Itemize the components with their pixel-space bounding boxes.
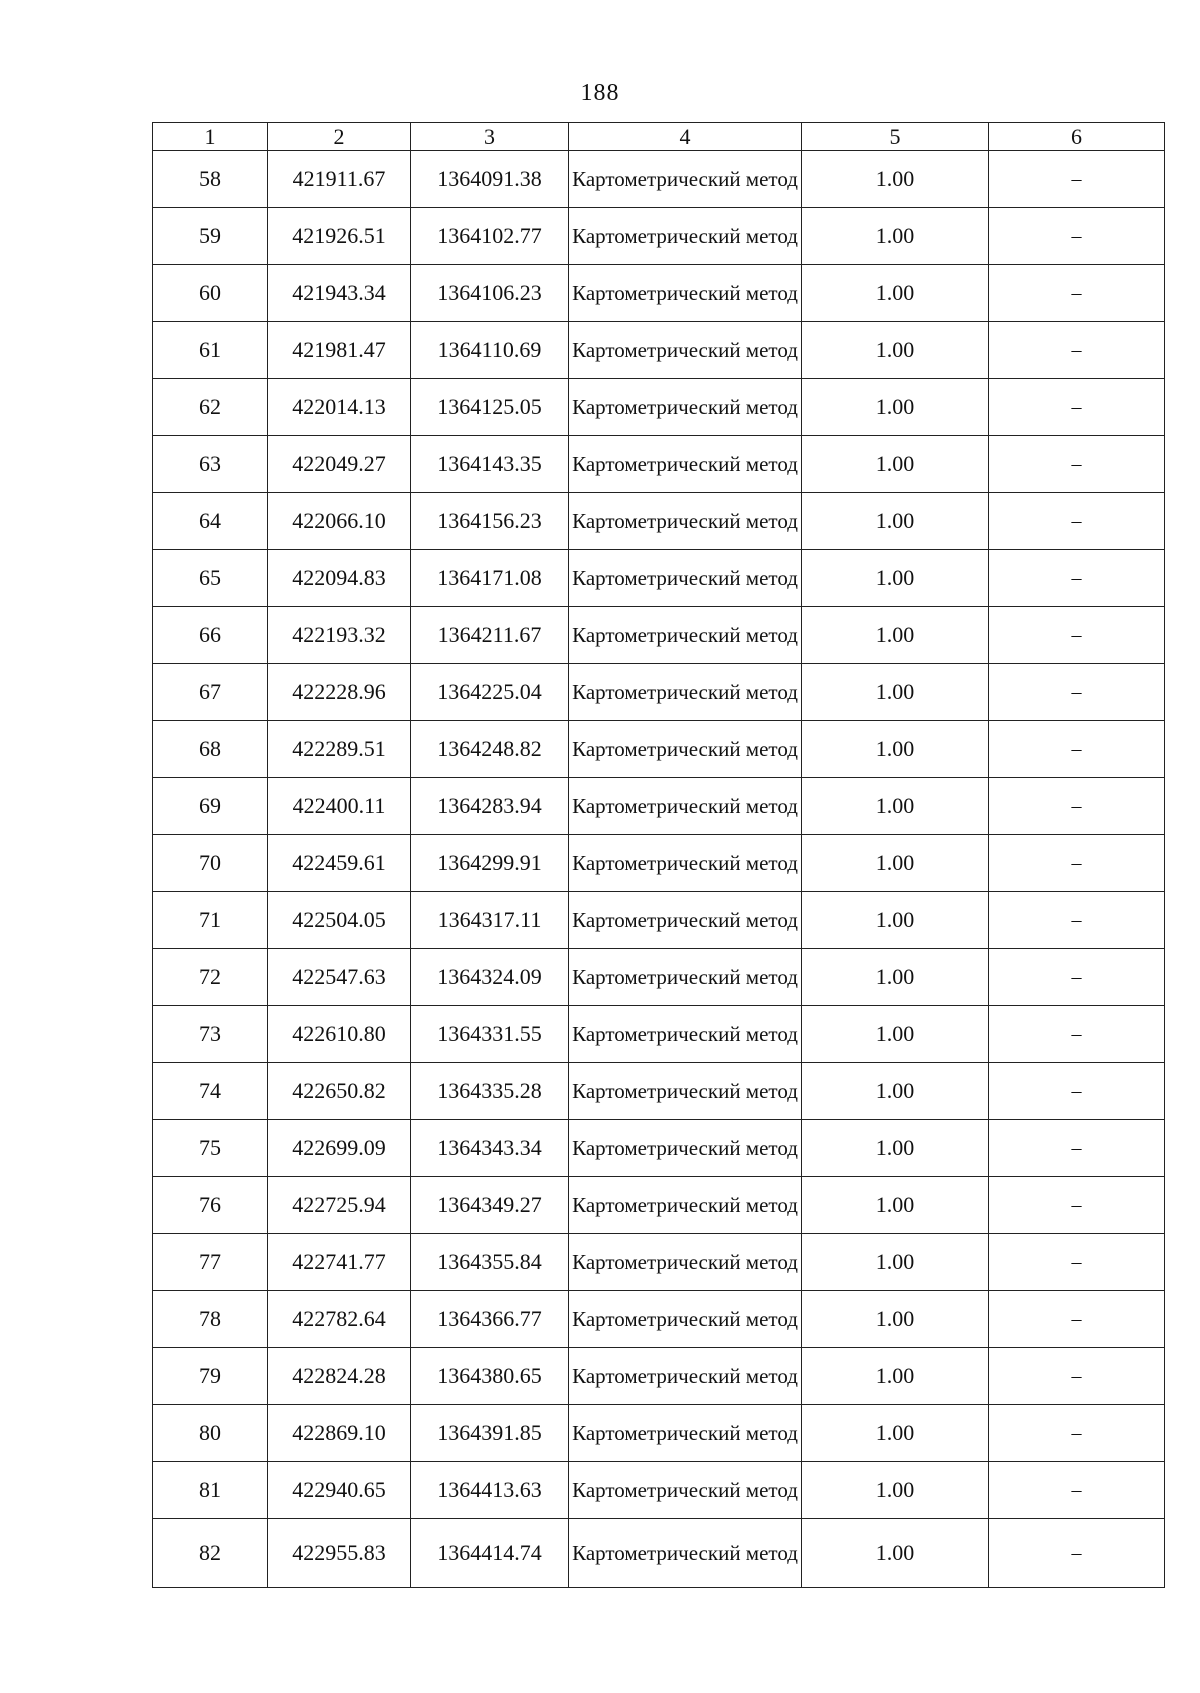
note-cell: – — [989, 1006, 1165, 1063]
precision-cell: 1.00 — [802, 436, 989, 493]
y-coordinate-cell: 1364380.65 — [411, 1348, 569, 1405]
method-cell: Картометрический метод — [569, 1120, 802, 1177]
point-number-cell: 69 — [153, 778, 268, 835]
method-cell: Картометрический метод — [569, 1291, 802, 1348]
method-cell: Картометрический метод — [569, 379, 802, 436]
table-row — [153, 835, 1165, 892]
method-cell: Картометрический метод — [569, 892, 802, 949]
precision-cell: 1.00 — [802, 265, 989, 322]
precision-cell: 1.00 — [802, 835, 989, 892]
table-row — [153, 265, 1165, 322]
method-cell: Картометрический метод — [569, 151, 802, 208]
method-cell: Картометрический метод — [569, 835, 802, 892]
table-body — [153, 151, 1165, 1588]
point-number-cell: 67 — [153, 664, 268, 721]
y-coordinate-cell: 1364225.04 — [411, 664, 569, 721]
x-coordinate-cell: 422699.09 — [268, 1120, 411, 1177]
method-cell: Картометрический метод — [569, 493, 802, 550]
y-coordinate-cell: 1364156.23 — [411, 493, 569, 550]
note-cell: – — [989, 1348, 1165, 1405]
precision-cell: 1.00 — [802, 322, 989, 379]
table-row — [153, 664, 1165, 721]
precision-cell: 1.00 — [802, 1234, 989, 1291]
y-coordinate-cell: 1364366.77 — [411, 1291, 569, 1348]
note-cell: – — [989, 1234, 1165, 1291]
column-header-6: 6 — [989, 123, 1165, 151]
x-coordinate-cell: 422049.27 — [268, 436, 411, 493]
table-row — [153, 1120, 1165, 1177]
table-row — [153, 892, 1165, 949]
precision-cell: 1.00 — [802, 949, 989, 1006]
column-header-4: 4 — [569, 123, 802, 151]
precision-cell: 1.00 — [802, 607, 989, 664]
y-coordinate-cell: 1364171.08 — [411, 550, 569, 607]
note-cell: – — [989, 778, 1165, 835]
x-coordinate-cell: 422824.28 — [268, 1348, 411, 1405]
x-coordinate-cell: 422650.82 — [268, 1063, 411, 1120]
column-header-3: 3 — [411, 123, 569, 151]
y-coordinate-cell: 1364413.63 — [411, 1462, 569, 1519]
point-number-cell: 81 — [153, 1462, 268, 1519]
precision-cell: 1.00 — [802, 721, 989, 778]
method-cell: Картометрический метод — [569, 607, 802, 664]
table-row — [153, 1519, 1165, 1588]
x-coordinate-cell: 422504.05 — [268, 892, 411, 949]
point-number-cell: 77 — [153, 1234, 268, 1291]
table-row — [153, 208, 1165, 265]
point-number-cell: 82 — [153, 1519, 268, 1588]
column-header-5: 5 — [802, 123, 989, 151]
note-cell: – — [989, 379, 1165, 436]
y-coordinate-cell: 1364102.77 — [411, 208, 569, 265]
point-number-cell: 62 — [153, 379, 268, 436]
x-coordinate-cell: 422940.65 — [268, 1462, 411, 1519]
note-cell: – — [989, 1462, 1165, 1519]
precision-cell: 1.00 — [802, 664, 989, 721]
method-cell: Картометрический метод — [569, 1177, 802, 1234]
method-cell: Картометрический метод — [569, 1405, 802, 1462]
y-coordinate-cell: 1364091.38 — [411, 151, 569, 208]
table-row — [153, 1405, 1165, 1462]
coordinates-table — [152, 122, 1165, 1588]
y-coordinate-cell: 1364283.94 — [411, 778, 569, 835]
point-number-cell: 72 — [153, 949, 268, 1006]
table-row — [153, 949, 1165, 1006]
note-cell: – — [989, 550, 1165, 607]
precision-cell: 1.00 — [802, 1063, 989, 1120]
table-row — [153, 493, 1165, 550]
method-cell: Картометрический метод — [569, 1063, 802, 1120]
precision-cell: 1.00 — [802, 1348, 989, 1405]
point-number-cell: 68 — [153, 721, 268, 778]
page-number: 188 — [580, 80, 620, 106]
note-cell: – — [989, 1120, 1165, 1177]
point-number-cell: 76 — [153, 1177, 268, 1234]
table-row — [153, 379, 1165, 436]
point-number-cell: 65 — [153, 550, 268, 607]
header-row — [153, 123, 1165, 151]
note-cell: – — [989, 322, 1165, 379]
table-row — [153, 1063, 1165, 1120]
precision-cell: 1.00 — [802, 1519, 989, 1588]
note-cell: – — [989, 835, 1165, 892]
y-coordinate-cell: 1364143.35 — [411, 436, 569, 493]
method-cell: Картометрический метод — [569, 721, 802, 778]
method-cell: Картометрический метод — [569, 550, 802, 607]
point-number-cell: 80 — [153, 1405, 268, 1462]
x-coordinate-cell: 422094.83 — [268, 550, 411, 607]
note-cell: – — [989, 1405, 1165, 1462]
method-cell: Картометрический метод — [569, 208, 802, 265]
point-number-cell: 59 — [153, 208, 268, 265]
x-coordinate-cell: 422289.51 — [268, 721, 411, 778]
note-cell: – — [989, 493, 1165, 550]
point-number-cell: 61 — [153, 322, 268, 379]
table-row — [153, 436, 1165, 493]
note-cell: – — [989, 1519, 1165, 1588]
column-header-1: 1 — [153, 123, 268, 151]
note-cell: – — [989, 721, 1165, 778]
note-cell: – — [989, 1063, 1165, 1120]
point-number-cell: 58 — [153, 151, 268, 208]
table-row — [153, 550, 1165, 607]
table-header — [153, 123, 1165, 151]
x-coordinate-cell: 421943.34 — [268, 265, 411, 322]
method-cell: Картометрический метод — [569, 664, 802, 721]
x-coordinate-cell: 422610.80 — [268, 1006, 411, 1063]
method-cell: Картометрический метод — [569, 1006, 802, 1063]
y-coordinate-cell: 1364125.05 — [411, 379, 569, 436]
x-coordinate-cell: 422014.13 — [268, 379, 411, 436]
x-coordinate-cell: 422400.11 — [268, 778, 411, 835]
note-cell: – — [989, 1291, 1165, 1348]
method-cell: Картометрический метод — [569, 949, 802, 1006]
point-number-cell: 63 — [153, 436, 268, 493]
y-coordinate-cell: 1364355.84 — [411, 1234, 569, 1291]
point-number-cell: 78 — [153, 1291, 268, 1348]
y-coordinate-cell: 1364248.82 — [411, 721, 569, 778]
method-cell: Картометрический метод — [569, 1519, 802, 1588]
point-number-cell: 71 — [153, 892, 268, 949]
precision-cell: 1.00 — [802, 379, 989, 436]
point-number-cell: 66 — [153, 607, 268, 664]
note-cell: – — [989, 151, 1165, 208]
precision-cell: 1.00 — [802, 550, 989, 607]
table-row — [153, 1291, 1165, 1348]
y-coordinate-cell: 1364110.69 — [411, 322, 569, 379]
note-cell: – — [989, 607, 1165, 664]
y-coordinate-cell: 1364343.34 — [411, 1120, 569, 1177]
x-coordinate-cell: 422869.10 — [268, 1405, 411, 1462]
note-cell: – — [989, 436, 1165, 493]
method-cell: Картометрический метод — [569, 1462, 802, 1519]
note-cell: – — [989, 265, 1165, 322]
y-coordinate-cell: 1364391.85 — [411, 1405, 569, 1462]
x-coordinate-cell: 422066.10 — [268, 493, 411, 550]
x-coordinate-cell: 422955.83 — [268, 1519, 411, 1588]
precision-cell: 1.00 — [802, 778, 989, 835]
x-coordinate-cell: 421911.67 — [268, 151, 411, 208]
table-row — [153, 322, 1165, 379]
table-row — [153, 151, 1165, 208]
point-number-cell: 64 — [153, 493, 268, 550]
note-cell: – — [989, 1177, 1165, 1234]
x-coordinate-cell: 422459.61 — [268, 835, 411, 892]
table-row — [153, 1006, 1165, 1063]
table-row — [153, 1177, 1165, 1234]
point-number-cell: 75 — [153, 1120, 268, 1177]
precision-cell: 1.00 — [802, 1177, 989, 1234]
precision-cell: 1.00 — [802, 208, 989, 265]
method-cell: Картометрический метод — [569, 1348, 802, 1405]
y-coordinate-cell: 1364414.74 — [411, 1519, 569, 1588]
y-coordinate-cell: 1364211.67 — [411, 607, 569, 664]
table-row — [153, 1462, 1165, 1519]
method-cell: Картометрический метод — [569, 778, 802, 835]
table-row — [153, 607, 1165, 664]
precision-cell: 1.00 — [802, 1006, 989, 1063]
table-row — [153, 778, 1165, 835]
point-number-cell: 73 — [153, 1006, 268, 1063]
y-coordinate-cell: 1364324.09 — [411, 949, 569, 1006]
point-number-cell: 60 — [153, 265, 268, 322]
method-cell: Картометрический метод — [569, 436, 802, 493]
table-row — [153, 1348, 1165, 1405]
precision-cell: 1.00 — [802, 493, 989, 550]
x-coordinate-cell: 422741.77 — [268, 1234, 411, 1291]
precision-cell: 1.00 — [802, 1120, 989, 1177]
precision-cell: 1.00 — [802, 151, 989, 208]
precision-cell: 1.00 — [802, 1462, 989, 1519]
table-row — [153, 1234, 1165, 1291]
x-coordinate-cell: 422193.32 — [268, 607, 411, 664]
point-number-cell: 70 — [153, 835, 268, 892]
precision-cell: 1.00 — [802, 892, 989, 949]
x-coordinate-cell: 421981.47 — [268, 322, 411, 379]
x-coordinate-cell: 422547.63 — [268, 949, 411, 1006]
y-coordinate-cell: 1364317.11 — [411, 892, 569, 949]
note-cell: – — [989, 664, 1165, 721]
table-row — [153, 721, 1165, 778]
method-cell: Картометрический метод — [569, 1234, 802, 1291]
y-coordinate-cell: 1364331.55 — [411, 1006, 569, 1063]
method-cell: Картометрический метод — [569, 322, 802, 379]
x-coordinate-cell: 422228.96 — [268, 664, 411, 721]
note-cell: – — [989, 208, 1165, 265]
x-coordinate-cell: 422782.64 — [268, 1291, 411, 1348]
point-number-cell: 79 — [153, 1348, 268, 1405]
column-header-2: 2 — [268, 123, 411, 151]
note-cell: – — [989, 949, 1165, 1006]
y-coordinate-cell: 1364349.27 — [411, 1177, 569, 1234]
precision-cell: 1.00 — [802, 1291, 989, 1348]
y-coordinate-cell: 1364299.91 — [411, 835, 569, 892]
x-coordinate-cell: 422725.94 — [268, 1177, 411, 1234]
point-number-cell: 74 — [153, 1063, 268, 1120]
method-cell: Картометрический метод — [569, 265, 802, 322]
precision-cell: 1.00 — [802, 1405, 989, 1462]
y-coordinate-cell: 1364335.28 — [411, 1063, 569, 1120]
x-coordinate-cell: 421926.51 — [268, 208, 411, 265]
y-coordinate-cell: 1364106.23 — [411, 265, 569, 322]
note-cell: – — [989, 892, 1165, 949]
